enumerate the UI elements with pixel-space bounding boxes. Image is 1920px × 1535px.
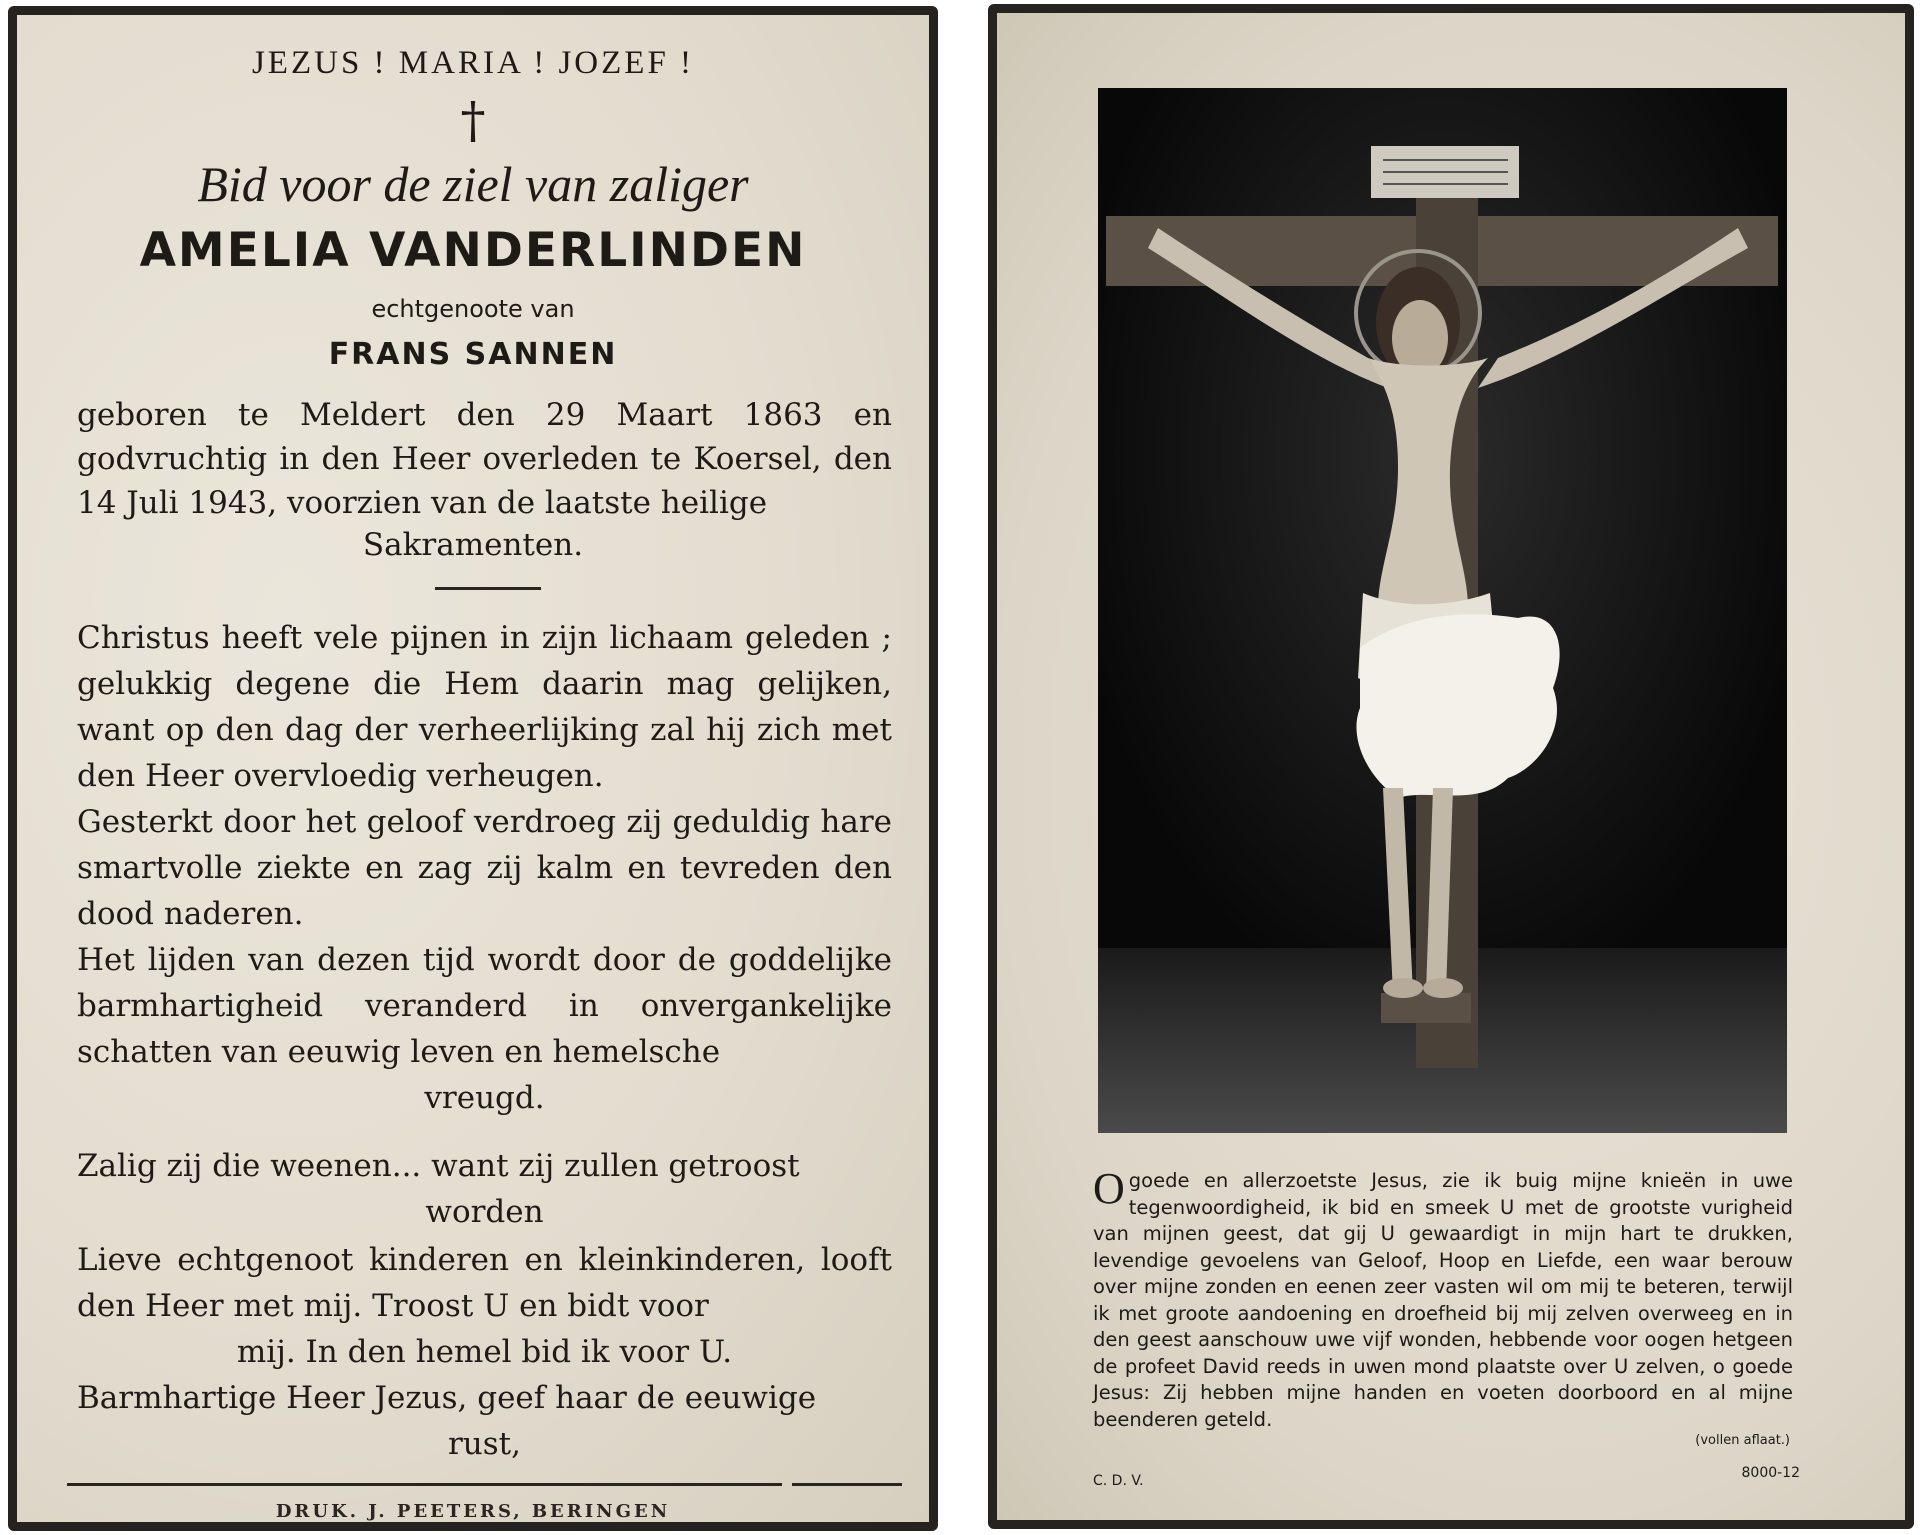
footer-rule-left xyxy=(67,1483,782,1486)
deceased-name: AMELIA VANDERLINDEN xyxy=(139,223,807,278)
biography: geboren te Meldert den 29 Maart 1863 en godvruchtig in den Heer overleden te Koersel, den 14 Juli 1943, voorzien van de laatste heilige xyxy=(77,397,892,521)
verse-6-end: rust, xyxy=(447,1426,521,1462)
footer-rule-right xyxy=(792,1483,902,1486)
verse-1: Christus heeft vele pijnen in zijn lichaam geleden ; gelukkig degene die Hem daarin mag gelijken, want op den dag der verheerlijking zal hij zich met den Heer overvloedig verheugen. xyxy=(77,620,892,794)
verse-3: Het lijden van dezen tijd wordt door de goddelijke barmhartigheid veranderd in onvergankelijke schatten van eeuwig leven en hemelsche vreugd. xyxy=(77,937,892,1121)
divider xyxy=(435,587,541,590)
crucifix-photo xyxy=(1098,88,1787,1133)
indulgence-note: (vollen aflaat.) xyxy=(1695,1433,1790,1448)
verse-4: Zalig zij die weenen... want zij zullen getroost worden xyxy=(77,1143,892,1235)
verse-6: Barmhartige Heer Jezus, geef haar de eeuwige rust, xyxy=(77,1375,892,1467)
spouse-name: FRANS SANNEN xyxy=(328,337,618,372)
prayer-intro: Bid voor de ziel van zaliger xyxy=(197,156,749,212)
catalog-number: 8000-12 xyxy=(1741,1465,1800,1481)
verse-2: Gesterkt door het geloof verdroeg zij geduldig hare smartvolle ziekte en zag zij kalm en tevreden den dood naderen. xyxy=(77,804,892,932)
prayer-dropcap: O xyxy=(1093,1164,1125,1213)
cross-icon: † xyxy=(460,91,486,149)
biography-end: Sakramenten. xyxy=(362,527,584,563)
card-heading: JEZUS ! MARIA ! JOZEF ! xyxy=(251,45,695,81)
verse-5: Lieve echtgenoot kinderen en kleinkinderen, looft den Heer met mij. Troost U en bidt voor mij. In den hemel bid ik voor U. xyxy=(77,1237,892,1375)
memorial-card-front xyxy=(8,6,938,1531)
spouse-label: echtgenoote van xyxy=(371,295,575,323)
crucifix-icon xyxy=(1098,88,1787,1133)
memorial-card-back xyxy=(988,4,1914,1529)
verse-3-end: vreugd. xyxy=(424,1080,545,1116)
publisher-mark: C. D. V. xyxy=(1093,1473,1144,1489)
printer-credit: DRUK. J. PEETERS, BERINGEN xyxy=(275,1501,671,1522)
prayer-text: Ogoede en allerzoetste Jesus, zie ik buig mijne knieën in uwe tegenwoordigheid, ik bid en smeek U met de grootste vurigheid van mijnen geest, dat gij U gewaardigt in mijn hart te drukken, levendige gevoelens van Geloof, Hoop en Liefde, een waar berouw over mijne zonden en eenen zeer vasten wil om mij te beteren, terwijl ik met groote aandoening en droefheid bij mij zelven overweeg en in den geest aanschouw uwe vijf wonden, hebbende voor oogen hetgeen de profeet David reeds in uwen mond plaatste over U zelven, o goede Jesus: Zij hebben mijne handen en voeten doorboord en al mijne beenderen geteld. xyxy=(1093,1164,1793,1431)
verse-4-end: worden xyxy=(425,1194,544,1230)
verse-5-end: mij. In den hemel bid ik voor U. xyxy=(236,1334,733,1370)
